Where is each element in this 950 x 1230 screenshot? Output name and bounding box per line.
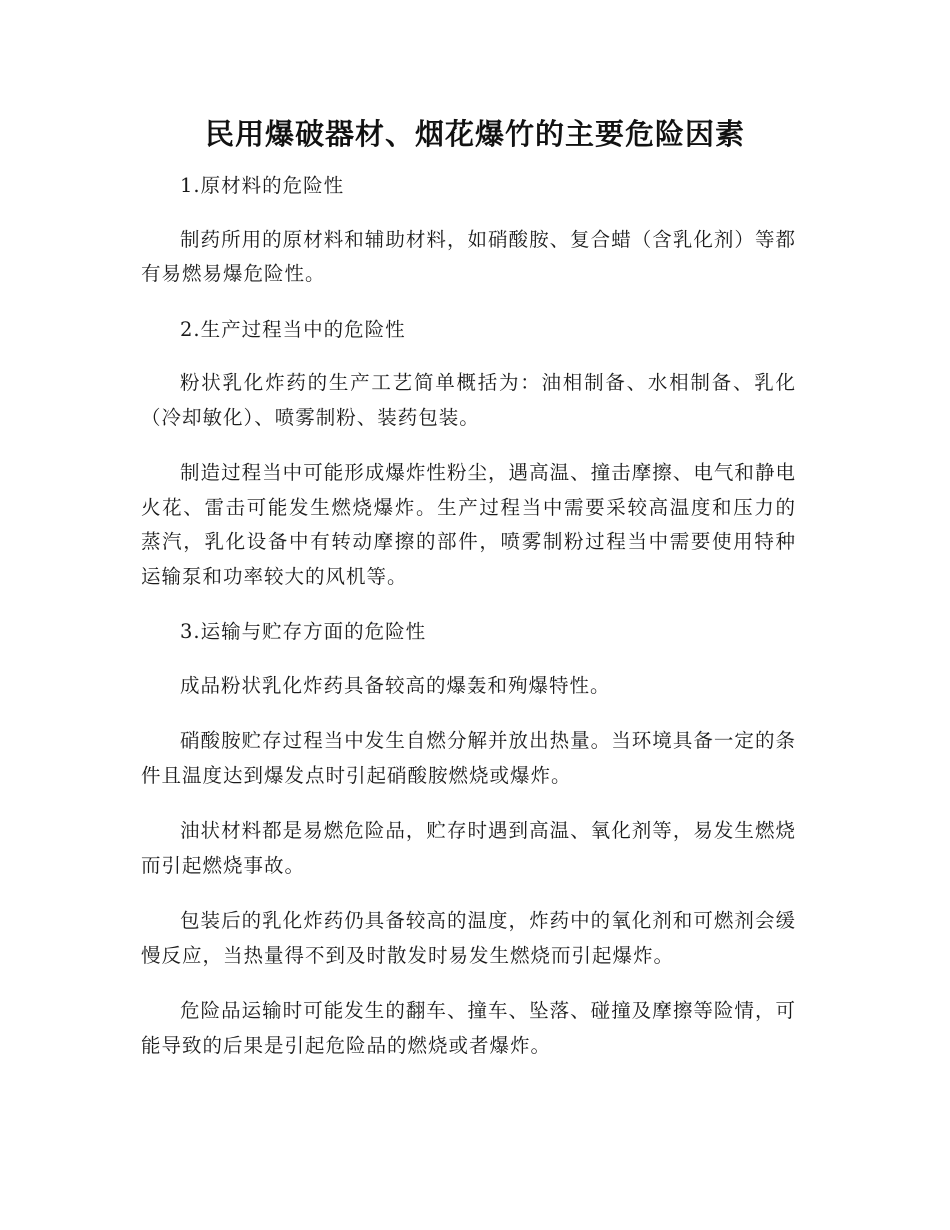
document-title: 民用爆破器材、烟花爆竹的主要危险因素: [204, 117, 745, 151]
paragraph-transport-accidents: 危险品运输时可能发生的翻车、撞车、坠落、碰撞及摩擦等险情，可能导致的后果是引起危险品的燃烧或者爆炸。: [141, 999, 796, 1057]
section-heading-transport-storage: 3.运输与贮存方面的危险性: [180, 620, 427, 643]
paragraph-packaged-explosive: 包装后的乳化炸药仍具备较高的温度，炸药中的氧化剂和可燃剂会缓慢反应，当热量得不到及时散发时易发生燃烧而引起爆炸。: [141, 909, 796, 967]
section-heading-production: 2.生产过程当中的危险性: [180, 317, 406, 341]
paragraph-production-process: 粉状乳化炸药的生产工艺简单概括为：油相制备、水相制备、乳化（冷却敏化）、喷雾制粉、装药包装。: [141, 371, 796, 429]
paragraph-raw-materials: 制药所用的原材料和辅助材料，如硝酸胺、复合蜡（含乳化剂）等都有易燃易爆危险性。: [141, 227, 796, 285]
paragraph-ammonium-nitrate: 硝酸胺贮存过程当中发生自燃分解并放出热量。当环境具备一定的条件且温度达到爆发点时引起硝酸胺燃烧或爆炸。: [141, 729, 796, 787]
document-body: [141, 169, 796, 1084]
paragraph-production-hazards: 制造过程当中可能形成爆炸性粉尘，遇高温、撞击摩擦、电气和静电火花、雷击可能发生燃烧爆炸。生产过程当中需要采较高温度和压力的蒸汽，乳化设备中有转动摩擦的部件，喷雾制粉过程当中需要使用特种运输泵和功率较大的风机等。: [141, 461, 796, 588]
paragraph-oily-materials: 油状材料都是易燃危险品，贮存时遇到高温、氧化剂等，易发生燃烧而引起燃烧事故。: [141, 819, 796, 877]
paragraph-finished-product: 成品粉状乳化炸药具备较高的爆轰和殉爆特性。: [180, 673, 611, 697]
section-heading-raw-materials: 1.原材料的危险性: [180, 174, 345, 197]
